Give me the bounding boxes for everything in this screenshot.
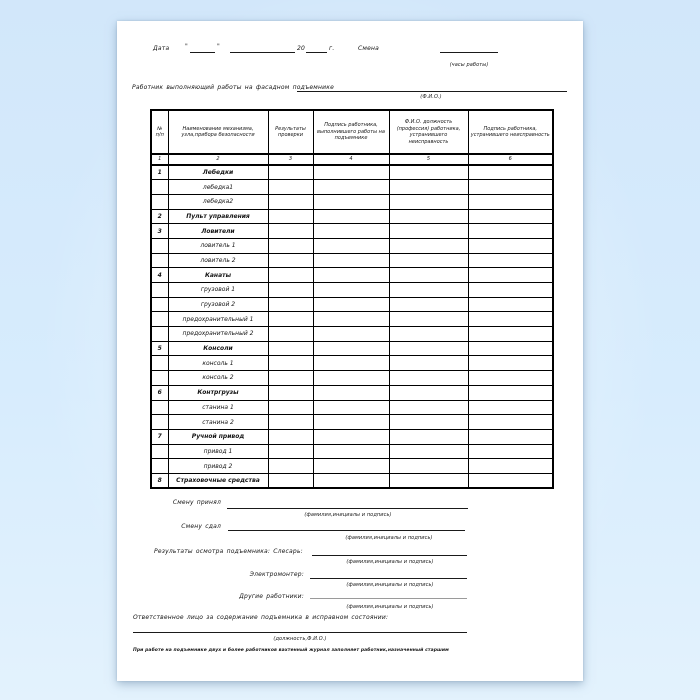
col-number: 1 (151, 154, 168, 165)
result-cell[interactable] (268, 400, 313, 415)
row-num (151, 238, 168, 253)
fixer-signature-cell[interactable] (468, 415, 553, 430)
result-cell[interactable] (268, 268, 313, 283)
shift-handover-field[interactable] (228, 523, 465, 531)
date-quote-open: " (185, 43, 188, 50)
worker-signature-cell[interactable] (313, 297, 389, 312)
header-fixer-signature: Подпись работника, устранившего неисправность (468, 110, 553, 154)
fixer-signature-cell[interactable] (468, 429, 553, 444)
result-cell[interactable] (268, 356, 313, 371)
result-cell[interactable] (268, 473, 313, 488)
footnote: При работе на подъемнике двух и более работников вахтенный журнал заполняет работник,назначенный старшим (133, 648, 449, 653)
row-num (151, 459, 168, 474)
col-number: 4 (313, 154, 389, 165)
responsible-field[interactable] (133, 625, 467, 633)
row-name: предохранительный 2 (168, 327, 268, 342)
hours-caption: (часы работы) (449, 62, 489, 68)
table-header-row (151, 110, 553, 154)
worker-signature-cell[interactable] (313, 429, 389, 444)
fixer-fio-cell[interactable] (389, 209, 468, 224)
row-num: 2 (151, 209, 168, 224)
shift-accept-field[interactable] (227, 501, 468, 509)
shift-field[interactable] (440, 45, 498, 53)
mechanic-field[interactable] (312, 548, 467, 556)
table-row (151, 253, 553, 268)
table-row (151, 385, 553, 400)
col-number: 5 (389, 154, 468, 165)
fixer-fio-cell[interactable] (389, 224, 468, 239)
table-row (151, 165, 553, 180)
row-name: лебедка2 (168, 194, 268, 209)
row-name: Ловители (168, 224, 268, 239)
worker-signature-cell[interactable] (313, 253, 389, 268)
row-name: лебедка1 (168, 180, 268, 195)
row-num (151, 194, 168, 209)
row-name: Страховочные средства (168, 473, 268, 488)
table-row (151, 180, 553, 195)
signature-caption: (фамилия,инициалы и подпись) (346, 559, 434, 565)
row-name: консоль 2 (168, 371, 268, 386)
fixer-signature-cell[interactable] (468, 165, 553, 180)
row-num: 1 (151, 165, 168, 180)
row-num (151, 297, 168, 312)
inspection-label: Результаты осмотра подъемника: Слесарь: (154, 548, 303, 555)
responsible-label: Ответственное лицо за содержание подъемника в исправном состоянии: (133, 614, 389, 621)
fixer-signature-cell[interactable] (468, 385, 553, 400)
row-name: привод 2 (168, 459, 268, 474)
row-name: станина 1 (168, 400, 268, 415)
fixer-signature-cell[interactable] (468, 312, 553, 327)
fixer-fio-cell[interactable] (389, 444, 468, 459)
row-name: консоль 1 (168, 356, 268, 371)
fixer-fio-cell[interactable] (389, 297, 468, 312)
row-num (151, 312, 168, 327)
worker-signature-cell[interactable] (313, 268, 389, 283)
table-row (151, 194, 553, 209)
row-name: Канаты (168, 268, 268, 283)
worker-signature-cell[interactable] (313, 400, 389, 415)
fixer-fio-cell[interactable] (389, 429, 468, 444)
table-row (151, 224, 553, 239)
row-num (151, 371, 168, 386)
row-num: 4 (151, 268, 168, 283)
fixer-fio-cell[interactable] (389, 194, 468, 209)
table-row (151, 444, 553, 459)
worker-signature-cell[interactable] (313, 180, 389, 195)
header-results: Результаты проверки (268, 110, 313, 154)
worker-signature-cell[interactable] (313, 312, 389, 327)
fixer-fio-cell[interactable] (389, 371, 468, 386)
fixer-signature-cell[interactable] (468, 268, 553, 283)
row-name: ловитель 2 (168, 253, 268, 268)
fixer-signature-cell[interactable] (468, 473, 553, 488)
result-cell[interactable] (268, 429, 313, 444)
column-number-row (151, 154, 553, 165)
table-row (151, 429, 553, 444)
fixer-signature-cell[interactable] (468, 459, 553, 474)
fixer-signature-cell[interactable] (468, 253, 553, 268)
signature-caption: (фамилия,инициалы и подпись) (345, 535, 433, 541)
fixer-signature-cell[interactable] (468, 224, 553, 239)
result-cell[interactable] (268, 165, 313, 180)
result-cell[interactable] (268, 444, 313, 459)
worker-signature-cell[interactable] (313, 165, 389, 180)
table-row (151, 297, 553, 312)
signature-caption: (фамилия,инициалы и подпись) (346, 582, 434, 588)
row-num: 7 (151, 429, 168, 444)
fixer-signature-cell[interactable] (468, 356, 553, 371)
table-row (151, 327, 553, 342)
result-cell[interactable] (268, 253, 313, 268)
fixer-signature-cell[interactable] (468, 297, 553, 312)
row-num (151, 400, 168, 415)
worker-signature-cell[interactable] (313, 371, 389, 386)
col-number: 6 (468, 154, 553, 165)
year-prefix: 20 (297, 45, 306, 52)
date-line (117, 45, 583, 55)
row-num: 3 (151, 224, 168, 239)
row-num (151, 356, 168, 371)
fixer-fio-cell[interactable] (389, 385, 468, 400)
row-name: Ручной привод (168, 429, 268, 444)
result-cell[interactable] (268, 224, 313, 239)
shift-accept-label: Смену принял (172, 499, 221, 506)
fixer-fio-cell[interactable] (389, 283, 468, 298)
result-cell[interactable] (268, 341, 313, 356)
row-num: 5 (151, 341, 168, 356)
table-row (151, 400, 553, 415)
fixer-signature-cell[interactable] (468, 238, 553, 253)
worker-signature-cell[interactable] (313, 194, 389, 209)
table-row (151, 473, 553, 488)
worker-signature-cell[interactable] (313, 459, 389, 474)
row-name: станина 2 (168, 415, 268, 430)
row-name: ловитель 1 (168, 238, 268, 253)
header-num: № п/п (151, 110, 168, 154)
date-month-field[interactable] (230, 45, 295, 53)
row-name: предохранительный 1 (168, 312, 268, 327)
worker-signature-cell[interactable] (313, 327, 389, 342)
row-num (151, 283, 168, 298)
result-cell[interactable] (268, 385, 313, 400)
table-row (151, 312, 553, 327)
fixer-signature-cell[interactable] (468, 444, 553, 459)
table-row (151, 238, 553, 253)
result-cell[interactable] (268, 371, 313, 386)
fixer-fio-cell[interactable] (389, 400, 468, 415)
date-quote-close: " (217, 43, 220, 50)
table-row (151, 341, 553, 356)
result-cell[interactable] (268, 312, 313, 327)
date-day-field[interactable] (190, 45, 215, 53)
year-field[interactable] (306, 45, 327, 53)
result-cell[interactable] (268, 180, 313, 195)
fixer-signature-cell[interactable] (468, 327, 553, 342)
worker-signature-cell[interactable] (313, 224, 389, 239)
worker-signature-cell[interactable] (313, 444, 389, 459)
table-row (151, 283, 553, 298)
fixer-signature-cell[interactable] (468, 209, 553, 224)
signature-caption: (фамилия,инициалы и подпись) (346, 604, 434, 610)
shift-label: Смена (358, 45, 380, 52)
row-name: грузовой 2 (168, 297, 268, 312)
signature-caption: (фамилия,инициалы и подпись) (304, 512, 392, 518)
worker-signature-cell[interactable] (313, 385, 389, 400)
fixer-signature-cell[interactable] (468, 371, 553, 386)
table-row (151, 415, 553, 430)
table-row (151, 459, 553, 474)
fixer-fio-cell[interactable] (389, 180, 468, 195)
row-name: привод 1 (168, 444, 268, 459)
fixer-signature-cell[interactable] (468, 180, 553, 195)
shift-handover-label: Смену сдал (181, 523, 221, 530)
row-num: 6 (151, 385, 168, 400)
table-row (151, 371, 553, 386)
others-field[interactable] (310, 591, 467, 599)
col-number: 3 (268, 154, 313, 165)
fixer-fio-cell[interactable] (389, 165, 468, 180)
worker-name-field[interactable] (297, 84, 567, 92)
result-cell[interactable] (268, 209, 313, 224)
row-num (151, 444, 168, 459)
fixer-signature-cell[interactable] (468, 283, 553, 298)
row-num: 8 (151, 473, 168, 488)
col-number: 2 (168, 154, 268, 165)
worker-signature-cell[interactable] (313, 341, 389, 356)
table-row (151, 268, 553, 283)
fixer-fio-cell[interactable] (389, 253, 468, 268)
result-cell[interactable] (268, 194, 313, 209)
fio-caption: (Ф.И.О.) (420, 94, 442, 100)
fixer-fio-cell[interactable] (389, 268, 468, 283)
header-fixer-fio: Ф.И.О. должность (профессия) работника, устранившего неисправность (389, 110, 468, 154)
result-cell[interactable] (268, 238, 313, 253)
row-num (151, 180, 168, 195)
electrician-field[interactable] (310, 571, 467, 579)
fixer-fio-cell[interactable] (389, 312, 468, 327)
table-row (151, 209, 553, 224)
row-name: Пульт управления (168, 209, 268, 224)
fixer-fio-cell[interactable] (389, 356, 468, 371)
row-num (151, 253, 168, 268)
worker-label: Работник выполняющий работы на фасадном подъемнике (132, 84, 334, 91)
worker-signature-cell[interactable] (313, 209, 389, 224)
result-cell[interactable] (268, 283, 313, 298)
result-cell[interactable] (268, 297, 313, 312)
row-name: Консоли (168, 341, 268, 356)
fixer-fio-cell[interactable] (389, 327, 468, 342)
table-row (151, 356, 553, 371)
date-label: Дата (153, 45, 170, 52)
worker-signature-cell[interactable] (313, 238, 389, 253)
form-page (117, 21, 583, 681)
fixer-signature-cell[interactable] (468, 194, 553, 209)
fixer-signature-cell[interactable] (468, 400, 553, 415)
row-num (151, 327, 168, 342)
row-name: грузовой 1 (168, 283, 268, 298)
row-num (151, 415, 168, 430)
result-cell[interactable] (268, 327, 313, 342)
fixer-fio-cell[interactable] (389, 238, 468, 253)
position-caption: (должность,Ф.И.О.) (273, 636, 327, 642)
fixer-fio-cell[interactable] (389, 415, 468, 430)
others-label: Другие работники: (239, 593, 304, 600)
worker-signature-cell[interactable] (313, 283, 389, 298)
worker-signature-cell[interactable] (313, 356, 389, 371)
fixer-fio-cell[interactable] (389, 459, 468, 474)
row-name: Лебедки (168, 165, 268, 180)
result-cell[interactable] (268, 459, 313, 474)
row-name: Контргрузы (168, 385, 268, 400)
electrician-label: Электромонтер: (249, 571, 304, 578)
fixer-fio-cell[interactable] (389, 341, 468, 356)
year-suffix: г. (329, 45, 335, 52)
worker-signature-cell[interactable] (313, 415, 389, 430)
inspection-table (150, 109, 554, 489)
result-cell[interactable] (268, 415, 313, 430)
header-mechanism: Наименование механизма, узла,прибора безопасности (168, 110, 268, 154)
worker-signature-cell[interactable] (313, 473, 389, 488)
fixer-fio-cell[interactable] (389, 473, 468, 488)
fixer-signature-cell[interactable] (468, 341, 553, 356)
header-worker-signature: Подпись работника, выполнившего работы на подъемнике (313, 110, 389, 154)
